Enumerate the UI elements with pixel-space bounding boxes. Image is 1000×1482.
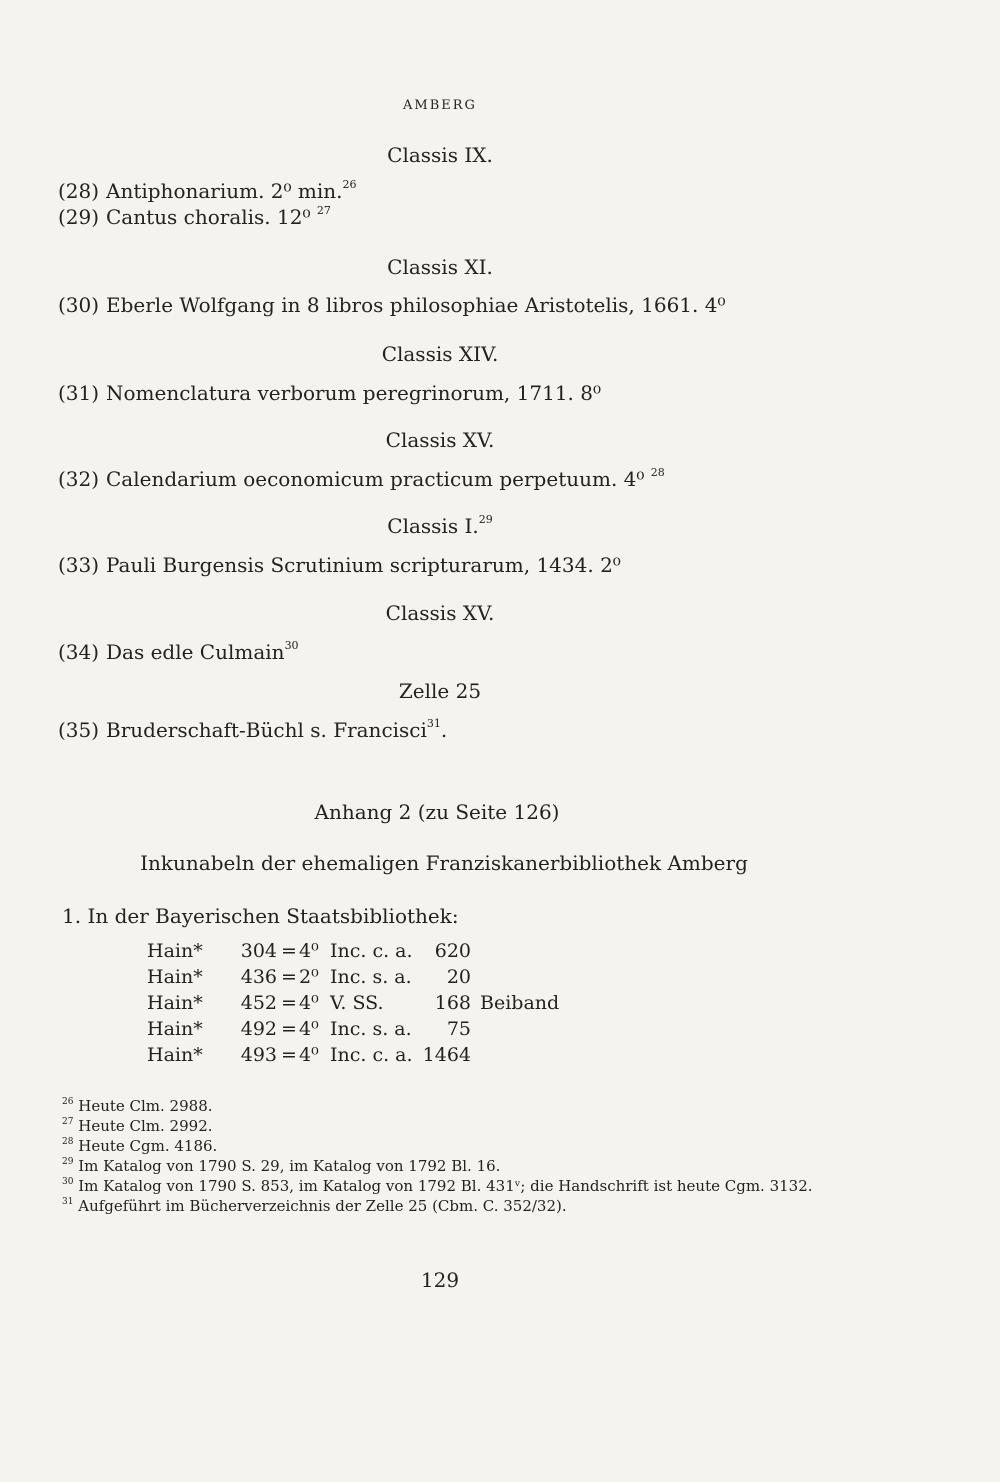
entry-text: Eberle Wolfgang in 8 libros philosophiae Aristotelis, 1661. 4⁰ (106, 293, 726, 317)
hain-number: 493 (240, 1044, 277, 1066)
format: 4⁰ (299, 1044, 319, 1066)
footnote-number: 29 (62, 1157, 74, 1167)
footnote-ref: 26 (342, 178, 357, 192)
footnote (62, 1116, 822, 1136)
page-number: 129 (420, 1268, 460, 1292)
format: 4⁰ (299, 1018, 319, 1040)
hain-ref: Hain* (147, 1044, 203, 1066)
catalog-entry (58, 293, 726, 317)
entry-number: (28) (58, 179, 100, 203)
section-heading (0, 514, 880, 538)
footnote-ref: 30 (284, 639, 299, 653)
hain-ref: Hain* (147, 992, 203, 1014)
catalog-entry (58, 381, 601, 405)
entry-number: (34) (58, 640, 100, 664)
entry-text: Antiphonarium. 2⁰ min. (106, 179, 343, 203)
section-heading: Zelle 25 (398, 679, 482, 703)
footnote-number: 27 (62, 1117, 74, 1127)
section-heading: Classis XIV. (381, 342, 499, 366)
catalog-entry (58, 467, 665, 491)
entry-tail: . (440, 718, 448, 742)
footnote-ref: 29 (478, 513, 493, 527)
footnote-number: 26 (62, 1097, 74, 1107)
format: 4⁰ (299, 940, 319, 962)
footnote (62, 1156, 822, 1176)
section-heading: Classis XV. (385, 601, 495, 625)
catalog-entry (58, 553, 621, 577)
entry-text: Bruderschaft-Büchl s. Francisci (106, 718, 427, 742)
hain-number: 304 (240, 940, 277, 962)
equals: = (281, 940, 297, 962)
entry-text: Pauli Burgensis Scrutinium scripturarum, 1434. 2⁰ (106, 553, 621, 577)
footnote-text: Aufgeführt im Bücherverzeichnis der Zelle 25 (Cbm. C. 352/32). (78, 1197, 567, 1215)
footnote-text: Heute Cgm. 4186. (78, 1137, 218, 1155)
hain-ref: Hain* (147, 966, 203, 988)
entry-number: (30) (58, 293, 100, 317)
inc-count: 1464 (422, 1044, 471, 1066)
catalog-entry (58, 179, 357, 203)
footnote-text: Im Katalog von 1790 S. 853, im Katalog von 1792 Bl. 431ᵛ; die Handschrift ist heute Cgm. 3132. (78, 1177, 813, 1195)
section-heading: Classis XI. (387, 255, 493, 279)
inc-count: 20 (446, 966, 471, 988)
entry-number: (31) (58, 381, 100, 405)
equals: = (281, 966, 297, 988)
section-heading-text: Classis I. (387, 514, 479, 538)
hain-ref: Hain* (147, 1018, 203, 1040)
hain-number: 492 (240, 1018, 277, 1040)
footnote (62, 1196, 822, 1216)
footnote-number: 31 (62, 1197, 74, 1207)
footnote-number: 28 (62, 1137, 74, 1147)
catalog-entry (58, 205, 331, 229)
catalog-entry (58, 640, 299, 664)
inc-type: Inc. c. a. (330, 940, 413, 962)
footnote (62, 1176, 822, 1196)
inc-type: Inc. s. a. (330, 1018, 412, 1040)
entry-text: Das edle Culmain (106, 640, 285, 664)
equals: = (281, 992, 297, 1014)
format: 2⁰ (299, 966, 319, 988)
appendix-title: Anhang 2 (zu Seite 126) (314, 800, 560, 824)
footnote-text: Heute Clm. 2988. (78, 1097, 213, 1115)
footnote-ref: 31 (426, 717, 441, 731)
section-heading: Classis XV. (385, 428, 495, 452)
footnotes (62, 1096, 822, 1216)
catalog-entry (58, 718, 447, 742)
footnote (62, 1136, 822, 1156)
footnote-ref: 27 (316, 204, 331, 218)
inc-type: V. SS. (330, 992, 384, 1014)
appendix-subtitle: Inkunabeln der ehemaligen Franziskanerbibliothek Amberg (140, 851, 748, 875)
entry-text: Calendarium oeconomicum practicum perpetuum. 4⁰ (106, 467, 645, 491)
entry-number: (32) (58, 467, 100, 491)
footnote (62, 1096, 822, 1116)
footnote-number: 30 (62, 1177, 74, 1187)
entry-text: Nomenclatura verborum peregrinorum, 1711. 8⁰ (106, 381, 601, 405)
entry-number: (33) (58, 553, 100, 577)
entry-number: (35) (58, 718, 100, 742)
hain-number: 452 (240, 992, 277, 1014)
entry-number: (29) (58, 205, 100, 229)
inc-count: 75 (446, 1018, 471, 1040)
format: 4⁰ (299, 992, 319, 1014)
equals: = (281, 1018, 297, 1040)
inc-type: Inc. s. a. (330, 966, 412, 988)
inc-count: 168 (434, 992, 471, 1014)
inc-type: Inc. c. a. (330, 1044, 413, 1066)
entry-text: Cantus choralis. 12⁰ (106, 205, 311, 229)
hain-number: 436 (240, 966, 277, 988)
footnote-ref: 28 (650, 466, 665, 480)
note: Beiband (480, 992, 560, 1014)
footnote-text: Heute Clm. 2992. (78, 1117, 213, 1135)
section-heading: Classis IX. (387, 143, 493, 167)
running-header: AMBERG (403, 98, 477, 113)
inc-count: 620 (434, 940, 471, 962)
equals: = (281, 1044, 297, 1066)
hain-ref: Hain* (147, 940, 203, 962)
section-label: 1. In der Bayerischen Staatsbibliothek: (62, 904, 459, 928)
footnote-text: Im Katalog von 1790 S. 29, im Katalog von 1792 Bl. 16. (78, 1157, 501, 1175)
